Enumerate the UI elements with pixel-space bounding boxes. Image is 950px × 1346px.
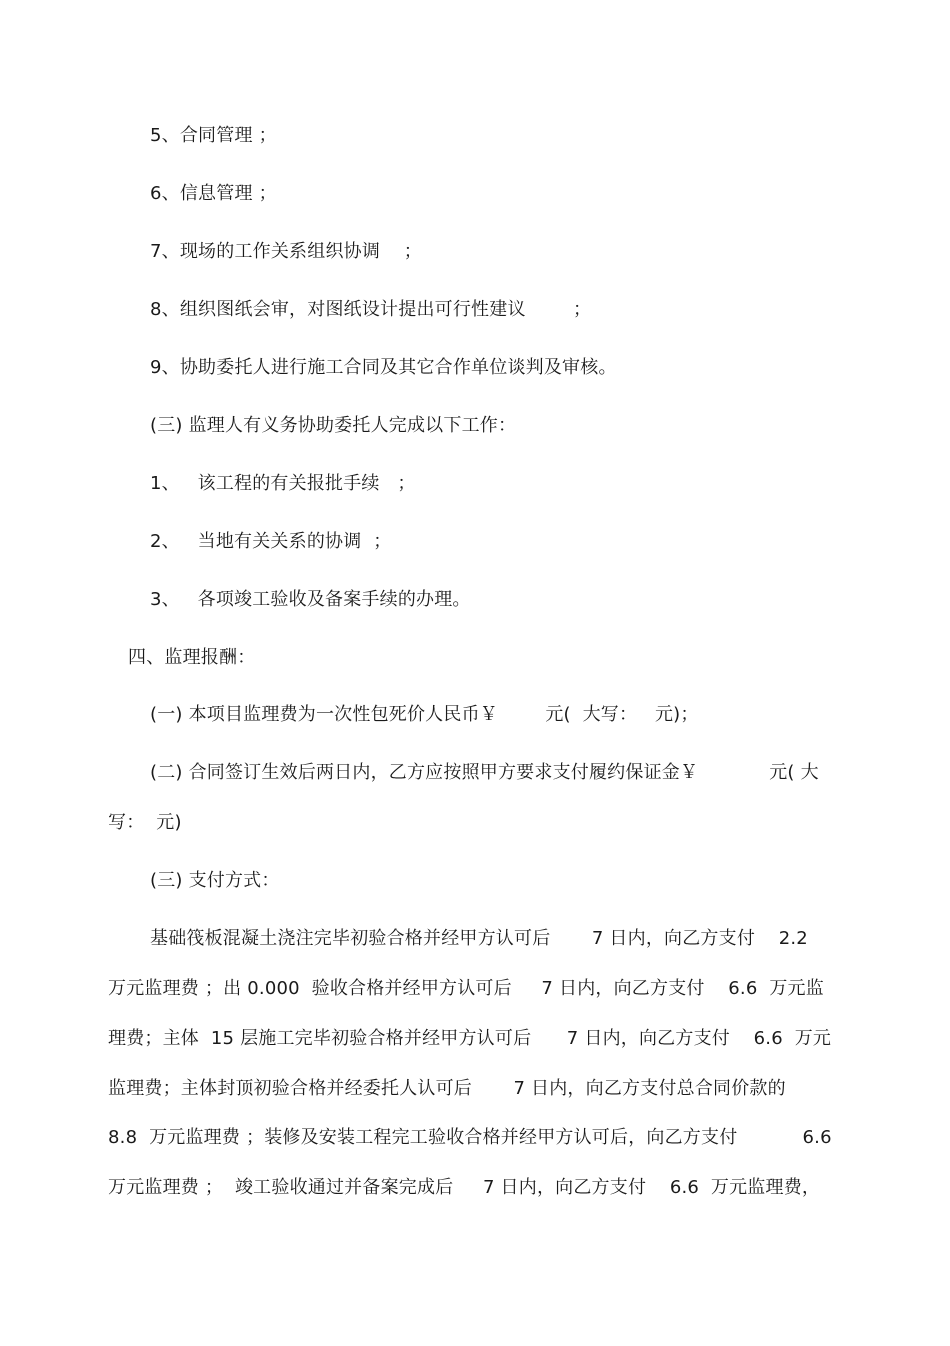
payment-paragraph-line-2: 万元监理费 ；出 0.000 验收合格并经甲方认可后 7 日内，向乙方支付 6.6 万元监 (108, 978, 824, 999)
section-3-supervisor-duties-heading: (三) 监理人有义务协助委托人完成以下工作： (150, 415, 517, 436)
payment-paragraph-line-4: 监理费；主体封顶初验合格并经委托人认可后 7 日内，向乙方支付总合同价款的 (108, 1078, 786, 1099)
payment-paragraph-line-1: 基础筏板混凝土浇注完毕初验合格并经甲方认可后 7 日内，向乙方支付 2.2 (150, 928, 808, 949)
item-8-drawing-review: 8、组织图纸会审，对图纸设计提出可行性建议 ； (150, 299, 592, 320)
duty-2-local-coordination: 2、 当地有关关系的协调 ； (150, 531, 392, 552)
item-9-negotiation-assist: 9、协助委托人进行施工合同及其它合作单位谈判及审核。 (150, 357, 617, 378)
payment-paragraph-line-3: 理费；主体 15 层施工完毕初验合格并经甲方认可后 7 日内，向乙方支付 6.6 万元 (108, 1028, 832, 1049)
duty-1-approval-procedures: 1、 该工程的有关报批手续 ； (150, 473, 416, 494)
remuneration-2-deposit: (二) 合同签订生效后两日内，乙方应按照甲方要求支付履约保证金￥ 元( 大 (150, 762, 819, 783)
payment-paragraph-line-6: 万元监理费 ； 竣工验收通过并备案完成后 7 日内，向乙方支付 6.6 万元监理费， (108, 1177, 821, 1198)
payment-paragraph-line-5: 8.8 万元监理费 ；装修及安装工程完工验收合格并经甲方认可后，向乙方支付 6.6 (108, 1127, 832, 1148)
section-4-remuneration-heading: 四、监理报酬： (128, 647, 256, 668)
item-7-site-coordination: 7、现场的工作关系组织协调 ； (150, 241, 422, 262)
remuneration-2-deposit-cont: 写： 元) (108, 812, 182, 833)
item-5-contract-management: 5、合同管理 ； (150, 125, 277, 146)
remuneration-1-lump-sum: (一) 本项目监理费为一次性包死价人民币￥ 元( 大写： 元)； (150, 704, 699, 725)
item-6-information-management: 6、信息管理 ； (150, 183, 277, 204)
duty-3-completion-acceptance: 3、 各项竣工验收及备案手续的办理。 (150, 589, 471, 610)
remuneration-3-payment-method-heading: (三) 支付方式： (150, 870, 280, 891)
